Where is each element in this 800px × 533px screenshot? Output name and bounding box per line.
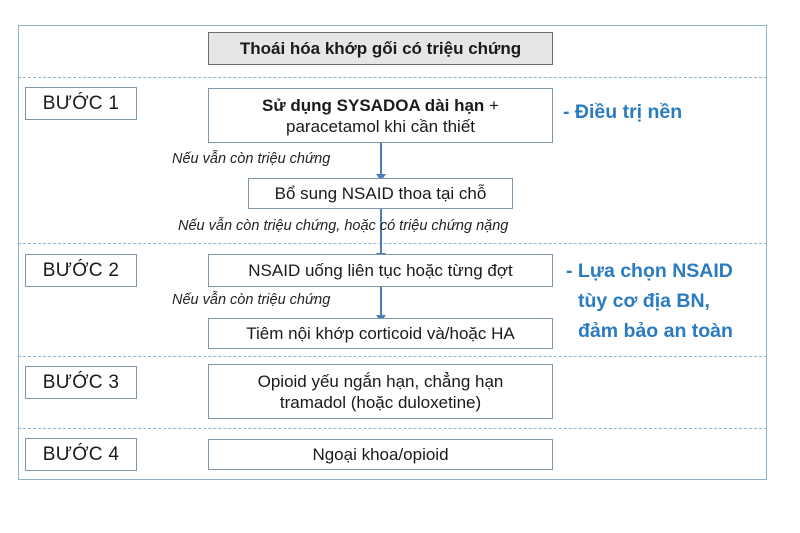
condition-2: Nếu vẫn còn triệu chứng, hoặc có triệu chứng nặng bbox=[178, 218, 509, 234]
section-divider bbox=[18, 356, 767, 357]
opioid-box bbox=[208, 364, 553, 419]
arrow-down-icon bbox=[380, 143, 382, 175]
oral-nsaid-box bbox=[208, 254, 553, 287]
arrow-down-icon bbox=[380, 287, 382, 316]
note-baseline-treatment: - Điều trị nền bbox=[563, 101, 683, 123]
surgery-box bbox=[208, 439, 553, 470]
step-2-label bbox=[25, 254, 137, 287]
sysadoa-plus: + bbox=[484, 95, 499, 115]
topical-nsaid-text: Bổ sung NSAID thoa tại chỗ bbox=[274, 184, 487, 203]
injection-box bbox=[208, 318, 553, 349]
injection-text: Tiêm nội khớp corticoid và/hoặc HA bbox=[246, 324, 515, 343]
sysadoa-line1 bbox=[262, 95, 499, 116]
condition-3: Nếu vẫn còn triệu chứng bbox=[172, 292, 331, 308]
topical-nsaid-box bbox=[248, 178, 513, 209]
section-divider bbox=[18, 428, 767, 429]
surgery-text: Ngoại khoa/opioid bbox=[312, 445, 449, 464]
oral-nsaid-text: NSAID uống liên tục hoặc từng đợt bbox=[248, 261, 513, 280]
sysadoa-box bbox=[208, 88, 553, 143]
step-3-text: BƯỚC 3 bbox=[42, 371, 120, 393]
note-nsaid-line3: đảm bảo an toàn bbox=[578, 320, 733, 342]
sysadoa-line2: paracetamol khi cần thiết bbox=[286, 116, 475, 136]
step-1-label bbox=[25, 87, 137, 120]
section-divider bbox=[18, 243, 767, 244]
opioid-line1: Opioid yếu ngắn hạn, chẳng hạn bbox=[257, 371, 504, 391]
step-4-label bbox=[25, 438, 137, 471]
step-4-text: BƯỚC 4 bbox=[42, 443, 120, 465]
opioid-line2: tramadol (hoặc duloxetine) bbox=[279, 392, 482, 412]
diagram-title: Thoái hóa khớp gối có triệu chứng bbox=[239, 39, 522, 58]
note-nsaid-line1: - Lựa chọn NSAID bbox=[566, 260, 733, 282]
step-2-text: BƯỚC 2 bbox=[42, 259, 120, 281]
note-nsaid-line2: tùy cơ địa BN, bbox=[578, 290, 710, 312]
step-1-text: BƯỚC 1 bbox=[42, 92, 120, 114]
step-3-label bbox=[25, 366, 137, 399]
condition-1: Nếu vẫn còn triệu chứng bbox=[172, 151, 331, 167]
title-box bbox=[208, 32, 553, 65]
section-divider bbox=[18, 77, 767, 78]
sysadoa-bold-text: Sử dụng SYSADOA dài hạn bbox=[262, 95, 485, 115]
